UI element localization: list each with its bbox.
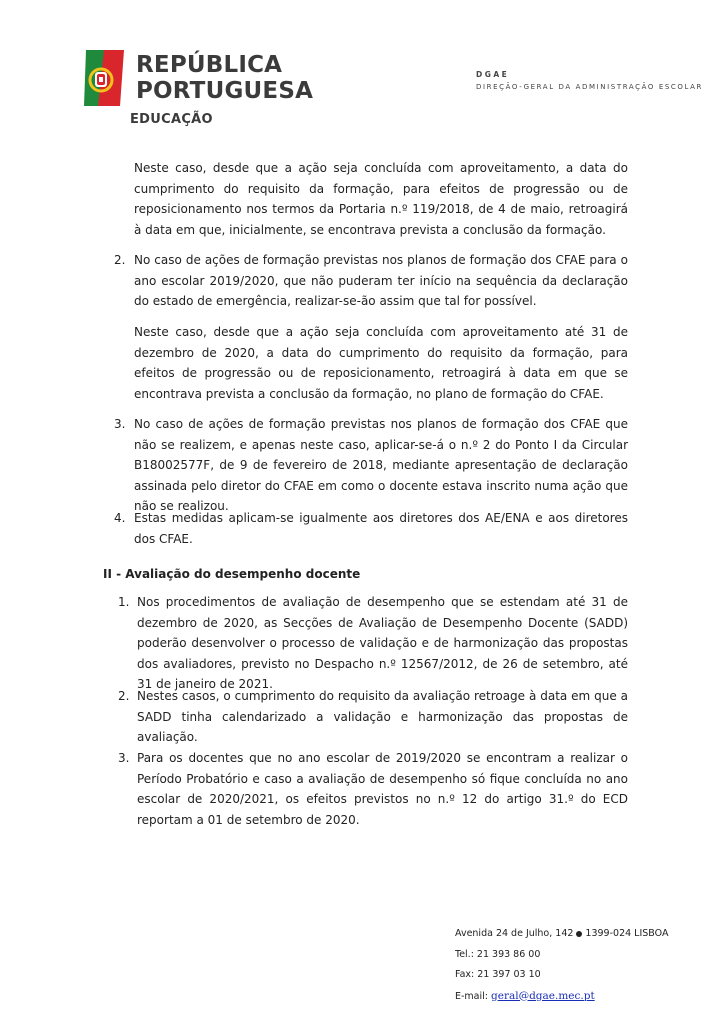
footer-fax: Fax: 21 397 03 10	[455, 969, 541, 980]
address-street: Avenida 24 de Julho, 142	[455, 928, 574, 939]
logo-line2: PORTUGUESA	[136, 78, 314, 104]
org-short: DGAE	[476, 70, 510, 79]
dgae-header	[476, 70, 703, 91]
item-number: 4.	[114, 511, 126, 525]
footer-contact	[455, 924, 668, 1007]
republica-portuguesa-logo	[80, 46, 314, 132]
item-number: 2.	[114, 253, 126, 267]
item-number: 3.	[118, 751, 130, 765]
item-2-text: No caso de ações de formação previstas nos planos de formação dos CFAE para o ano escolar 2019/2020, que não puderam ter início na sequência da declaração do estado de emergência, realizar-se-ão assim que tal for possível.	[134, 253, 628, 308]
section2-item-3-text: Para os docentes que no ano escolar de 2019/2020 se encontram a realizar o Período Probatório e caso a avaliação de desempenho só fique concluída no ano escolar de 2020/2021, os efeitos previstos no n.º 12 do artigo 31.º do ECD reportam a 01 de setembro de 2020.	[137, 751, 628, 827]
org-full: DIREÇÃO-GERAL DA ADMINISTRAÇÃO ESCOLAR	[476, 83, 704, 91]
email-link[interactable]: geral@dgae.mec.pt	[491, 989, 595, 1002]
bullet-icon	[576, 931, 582, 937]
item-3-text: No caso de ações de formação previstas nos planos de formação dos CFAE que não se realizem, e apenas neste caso, aplicar-se-á o n.º 2 do Ponto I da Circular B18002577F, de 9 de fevereiro de 2018, mediante apresentação de declaração assinada pelo diretor do CFAE em como o docente estava inscrito numa ação que não se realizou.	[134, 417, 628, 513]
footer-address	[455, 924, 668, 945]
item-number: 1.	[118, 595, 130, 609]
item-number: 3.	[114, 417, 126, 431]
logo-line1: REPÚBLICA	[136, 52, 283, 78]
section-heading: II - Avaliação do desempenho docente	[103, 567, 361, 581]
logo-subtitle: EDUCAÇÃO	[130, 112, 213, 127]
footer-email-row	[455, 986, 668, 1008]
footer-tel: Tel.: 21 393 86 00	[455, 948, 541, 960]
item-4-text: Estas medidas aplicam-se igualmente aos diretores dos AE/ENA e aos diretores dos CFAE.	[134, 511, 628, 546]
section2-item-2-text: Nestes casos, o cumprimento do requisito da avaliação retroage à data em que a SADD tinha calendarizado a validação e harmonização das propostas de avaliação.	[137, 689, 628, 744]
email-label: E-mail:	[455, 990, 492, 1002]
item-number: 2.	[118, 689, 130, 703]
address-city: 1399-024 LISBOA	[585, 928, 669, 939]
portugal-emblem-icon	[80, 46, 128, 110]
intro-paragraph: Neste caso, desde que a ação seja concluída com aproveitamento, a data do cumprimento do requisito da formação, para efeitos de progressão ou de reposicionamento nos termos da Portaria n.º 119/2018, de 4 de maio, retroagirá à data em que, inicialmente, se encontrava prevista a conclusão da formação.	[134, 161, 628, 237]
section2-item-1-text: Nos procedimentos de avaliação de desempenho que se estendam até 31 de dezembro de 2020, as Secções de Avaliação de Desempenho Docente (SADD) poderão desenvolver o processo de validação e de harmonização das propostas dos avaliadores, previsto no Despacho n.º 12567/2012, de 26 de setembro, até 31 de janeiro de 2021.	[137, 595, 628, 691]
item-2-subparagraph: Neste caso, desde que a ação seja concluída com aproveitamento até 31 de dezembro de 2020, a data do cumprimento do requisito da formação, para efeitos de progressão ou de reposicionamento, retroagirá à data em que se encontrava prevista a conclusão da formação, no plano de formação do CFAE.	[134, 325, 628, 401]
